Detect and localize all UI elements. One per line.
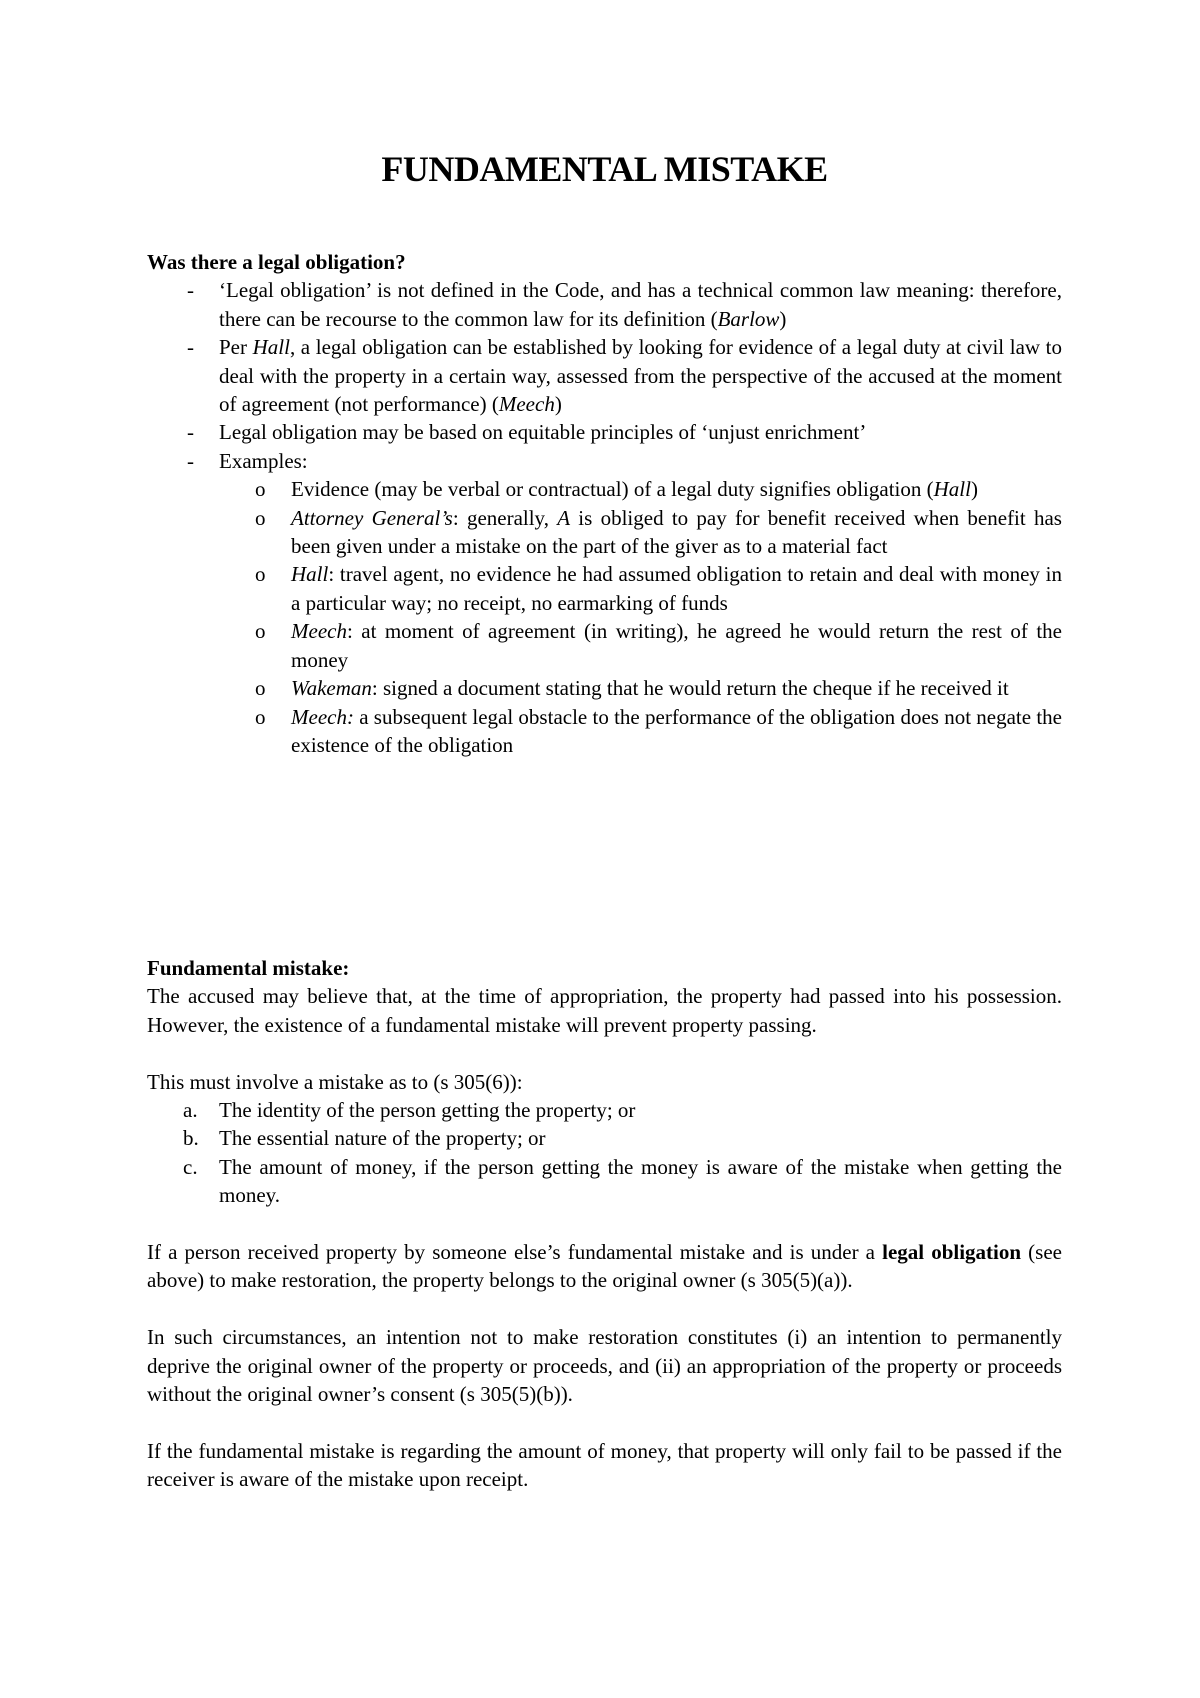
case-name: Hall: [252, 335, 290, 360]
case-name: Hall: [291, 562, 329, 587]
intro-paragraph: The accused may believe that, at the time of appropriation, the property had passed into his possession. However, the existence of a fundamental mistake will prevent property passing.: [147, 984, 1062, 1037]
circle-bullet: o: [255, 704, 266, 729]
list-marker: b.: [183, 1126, 199, 1151]
case-name: Wakeman: [291, 676, 372, 701]
circle-bullet: o: [255, 676, 266, 701]
bold-term: legal obligation: [882, 1240, 1022, 1265]
mistake-types-list: [147, 1096, 1062, 1210]
case-name: Attorney General’s: [291, 505, 453, 530]
dash-bullet: -: [187, 420, 194, 445]
restoration-paragraph: If a person received property by someone else’s fundamental mistake and is under a legal obligation (see above) to make restoration, the property belongs to the original owner (s 305(5)(a)).: [147, 1240, 1062, 1293]
dash-bullet: -: [187, 335, 194, 360]
dash-list: [147, 276, 1062, 759]
examples-list: [219, 475, 1062, 759]
case-name: Hall: [933, 477, 971, 502]
party-name: A: [557, 505, 571, 530]
section-heading: Was there a legal obligation?: [147, 250, 406, 274]
case-name: Meech:: [291, 704, 354, 729]
circle-bullet: o: [255, 562, 266, 587]
list-item: - Per Hall, a legal obligation can be established by looking for evidence of a legal duty at civil law to deal with the property in a certain way, assessed from the perspective of the accused at the moment of agreement (not performance) (Meech): [187, 335, 1062, 417]
fundamental-mistake-section: [147, 954, 1062, 1494]
list-item: - ‘Legal obligation’ is not defined in the Code, and has a technical common law meaning: therefore, there can be recourse to the common law for its definition (Barlow): [187, 278, 1062, 331]
list-item: - Legal obligation may be based on equitable principles of ‘unjust enrichment’: [147, 418, 1062, 446]
example-item: o Evidence (may be verbal or contractual) of a legal duty signifies obligation (Hall): [219, 475, 1062, 503]
dash-bullet: -: [187, 448, 194, 473]
legal-obligation-section: [147, 248, 1062, 759]
list-marker: a.: [183, 1098, 198, 1123]
example-item: o Meech: a subsequent legal obstacle to the performance of the obligation does not negate the existence of the obligation: [255, 704, 1062, 757]
example-item: o Attorney General’s: generally, A is obliged to pay for benefit received when benefit has been given under a mistake on the part of the giver as to a material fact: [255, 505, 1062, 559]
case-name: Barlow: [717, 306, 780, 331]
example-item: o Wakeman: signed a document stating that he would return the cheque if he received it: [219, 674, 1062, 702]
amount-paragraph: If the fundamental mistake is regarding the amount of money, that property will only fail to be passed if the receiver is aware of the mistake upon receipt.: [147, 1438, 1062, 1492]
section-heading: Fundamental mistake:: [147, 956, 350, 980]
circle-bullet: o: [255, 505, 266, 530]
list-item: a. The identity of the person getting the property; or: [147, 1096, 1062, 1124]
case-name: Meech: [498, 392, 555, 417]
circle-bullet: o: [255, 619, 266, 644]
list-marker: c.: [183, 1154, 198, 1179]
example-item: o Hall: travel agent, no evidence he had assumed obligation to retain and deal with money in a particular way; no receipt, no earmarking of funds: [255, 562, 1062, 615]
list-intro: This must involve a mistake as to (s 305(6)):: [147, 1069, 523, 1094]
list-item: b. The essential nature of the property; or: [147, 1124, 1062, 1152]
list-item: - Examples: o Evidence (may be verbal or contractual) of a legal duty signifies obligation (Hall) o Attorney General’s: generally, A is obliged to pay for benefit received when benefit has been given under a mistake on the part of the giver as to a material fact o Hall: travel agent, no evidence he had assumed obligation to retain and deal with money in a particular way; no receipt, no earmarking of funds o Meech: at moment of agreement (in writing), he agreed he would return the rest of the money o Wakeman: signed a document stating that he would return the cheque if he received it o Meech: a subsequent legal obstacle to the performance of the obligation does not negate the existence of the obligation: [147, 447, 1062, 759]
circle-bullet: o: [255, 477, 266, 502]
case-name: Meech: [291, 619, 347, 644]
example-item: o Meech: at moment of agreement (in writing), he agreed he would return the rest of the money: [255, 619, 1062, 672]
list-item: c. The amount of money, if the person getting the money is aware of the mistake when getting the money.: [183, 1154, 1062, 1208]
intention-paragraph: In such circumstances, an intention not to make restoration constitutes (i) an intention to permanently deprive the original owner of the property or proceeds, and (ii) an appropriation of the property or proceeds without the original owner’s consent (s 305(5)(b)).: [147, 1325, 1062, 1407]
dash-bullet: -: [187, 278, 194, 303]
page-title: FUNDAMENTAL MISTAKE: [381, 149, 828, 189]
